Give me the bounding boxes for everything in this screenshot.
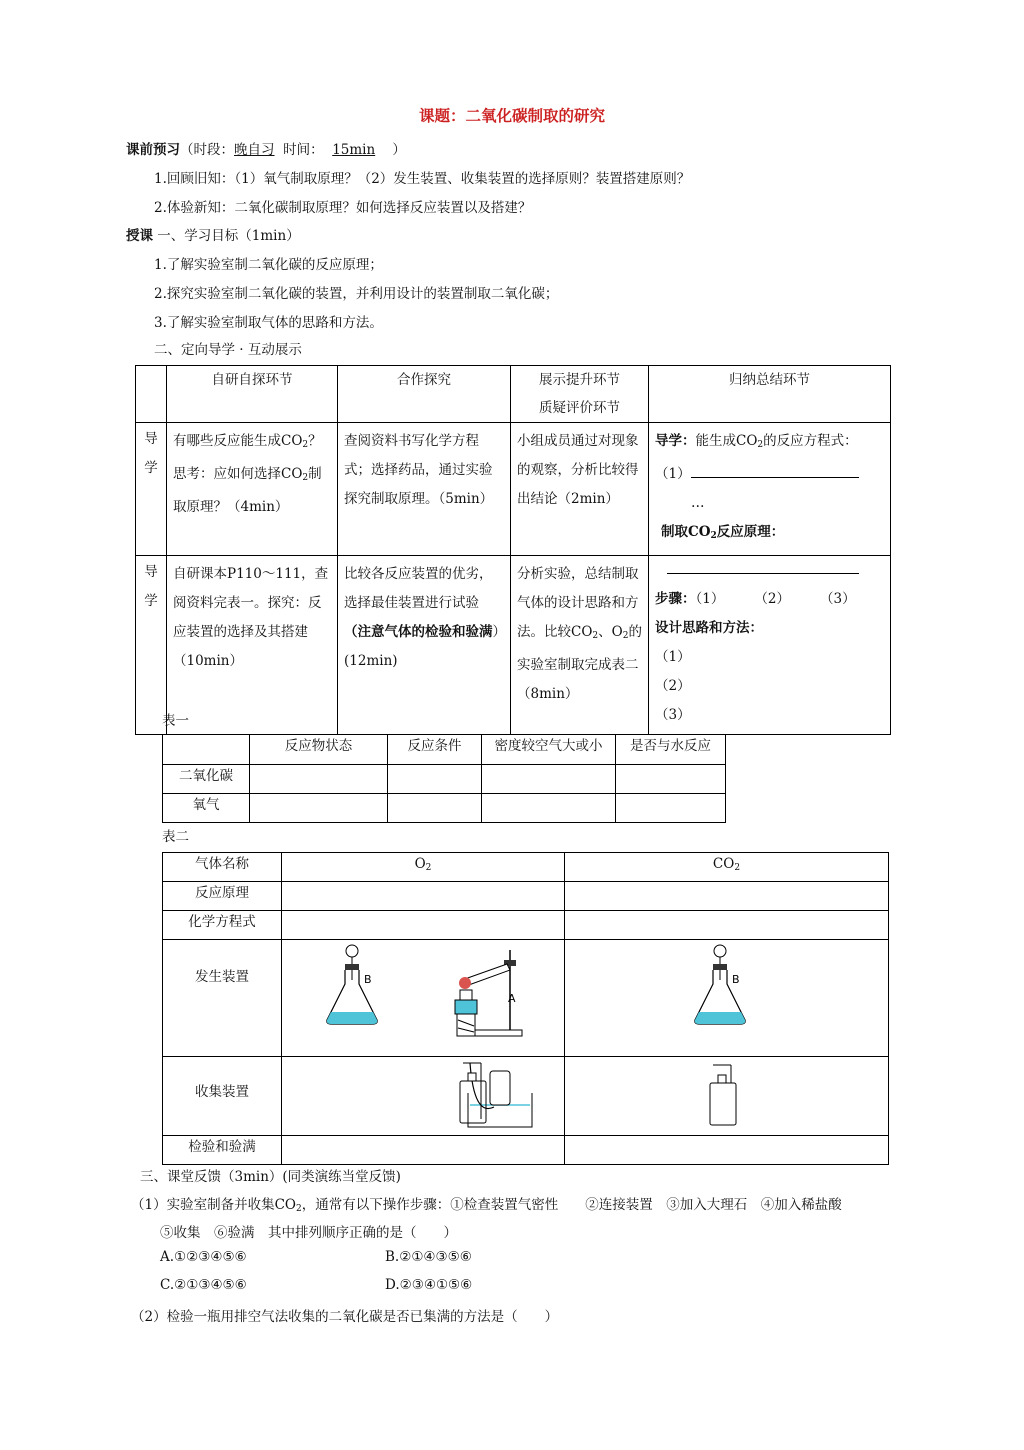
- t1-row-co2: 二氧化碳: [163, 765, 250, 794]
- preview-label: 课前预习: [126, 142, 180, 158]
- t2-col-o2: $O_2$: [282, 853, 565, 882]
- row2-summary: 步骤：（1） （2） （3） 设计思路和方法： （1） （2） （3）: [649, 556, 891, 735]
- preview-line: [126, 138, 406, 158]
- row2-self-study: 自研课本P110～111，查阅资料完表一。探究：反应装置的选择及其搭建（10min）: [167, 556, 338, 735]
- o2-generator-cell: [282, 940, 565, 1057]
- co2-collector-cell: [565, 1057, 889, 1136]
- question-1-cont: ⑤收集 ⑥验满 其中排列顺序正确的是（ ）: [160, 1225, 457, 1241]
- t2-row-equation: 化学方程式: [163, 911, 282, 940]
- option-a: A.①②③④⑤⑥: [160, 1249, 247, 1265]
- question-1: （1）实验室制备并收集$CO_2$，通常有以下操作步骤：①检查装置气密性 ②连接装置 ③加入大理石 ④加入稀盐酸: [131, 1197, 842, 1214]
- table-1: [162, 734, 726, 823]
- o2-collector-apparatus: [282, 1057, 564, 1131]
- row2-show: 分析实验，总结制取气体的设计思路和方法。比较$CO_2$、$O_2$的实验室制取完成表二（8min）: [511, 556, 649, 735]
- period-value: 晚自习: [234, 142, 275, 158]
- t1-header-density: 密度较空气大或小: [482, 735, 616, 765]
- section3-heading: 三、课堂反馈（3min）(同类演练当堂反馈): [140, 1169, 401, 1185]
- section2-heading: 二、定向导学 · 互动展示: [154, 342, 302, 358]
- row1-side: 导 学: [136, 423, 167, 556]
- t2-row-gas-name: 气体名称: [163, 853, 282, 882]
- t2-row-generator: 发生装置: [163, 940, 282, 1057]
- main-table: [135, 365, 891, 735]
- header-summary: 归纳总结环节: [649, 366, 891, 423]
- heating-apparatus-a: [455, 950, 522, 1036]
- section1-heading: 一、学习目标（1min）: [157, 228, 300, 244]
- t1-header-state: 反应物状态: [250, 735, 388, 765]
- option-b: B.②①④③⑤⑥: [385, 1249, 472, 1265]
- o2-upward-bottle: [455, 1055, 515, 1127]
- t2-row-principle: 反应原理: [163, 882, 282, 911]
- period-label: （时段：: [180, 142, 234, 158]
- t2-col-co2: $CO_2$: [565, 853, 889, 882]
- co2-generator-apparatus: [565, 940, 887, 1052]
- gas-collecting-bottle: [710, 1065, 736, 1125]
- time-label: 时间：: [283, 142, 324, 158]
- row2-coop: 比较各反应装置的优劣，选择最佳装置进行试验（注意气体的检验和验满）(12min): [338, 556, 511, 735]
- page-title: 课题：二氧化碳制取的研究: [418, 106, 605, 125]
- label-a: A: [508, 992, 516, 1005]
- corner-cell: [136, 366, 167, 423]
- label-b: B: [732, 973, 740, 986]
- period-close: ）: [392, 142, 406, 158]
- question-2: （2）检验一瓶用排空气法收集的二氧化碳是否已集满的方法是（ ）: [131, 1309, 559, 1325]
- t1-header-water: 是否与水反应: [616, 735, 726, 765]
- goal-1: 1.了解实验室制二氧化碳的反应原理；: [154, 257, 383, 273]
- header-show: 展示提升环节 质疑评价环节: [511, 366, 649, 423]
- preview-item-2: 2.体验新知：二氧化碳制取原理？如何选择反应装置以及搭建？: [154, 200, 532, 216]
- t2-row-collector: 收集装置: [163, 1057, 282, 1136]
- co2-generator-cell: [565, 940, 889, 1057]
- header-self-study: 自研自探环节: [167, 366, 338, 423]
- table1-caption: 表一: [162, 713, 189, 729]
- row2-side: 导 学: [136, 556, 167, 735]
- header-coop: 合作探究: [338, 366, 511, 423]
- time-value: 15min: [332, 142, 376, 158]
- lecture-label: 授课: [126, 228, 153, 244]
- conical-flask-b: [695, 945, 745, 1024]
- row1-show: 小组成员通过对现象的观察，分析比较得出结论（2min）: [511, 423, 649, 556]
- label-b: B: [364, 973, 372, 986]
- t2-row-test: 检验和验满: [163, 1136, 282, 1165]
- goal-2: 2.探究实验室制二氧化碳的装置，并利用设计的装置制取二氧化碳；: [154, 286, 559, 302]
- row1-self-study: 有哪些反应能生成$CO_2$？思考：应如何选择$CO_2$制取原理？（4min）: [167, 423, 338, 556]
- option-d: D.②③④①⑤⑥: [385, 1277, 473, 1293]
- row1-summary: 导学：能生成$CO_2$的反应方程式： （1） … 制取$CO_2$反应原理：: [649, 423, 891, 556]
- co2-collector-apparatus: [565, 1057, 887, 1131]
- o2-generator-apparatus: [282, 940, 564, 1052]
- table-2: [162, 852, 889, 1165]
- row1-coop: 查阅资料书写化学方程式；选择药品，通过实验探究制取原理。（5min）: [338, 423, 511, 556]
- t1-header-condition: 反应条件: [388, 735, 482, 765]
- t1-header-empty: [163, 735, 250, 765]
- goal-3: 3.了解实验室制取气体的思路和方法。: [154, 315, 383, 331]
- lecture-line: [126, 224, 300, 244]
- o2-collector-cell: [282, 1057, 565, 1136]
- preview-item-1: 1.回顾旧知：（1）氧气制取原理？（2）发生装置、收集装置的选择原则？装置搭建原则？: [154, 171, 691, 187]
- conical-flask-b: [327, 945, 377, 1024]
- t1-row-o2: 氧气: [163, 794, 250, 823]
- option-c: C.②①③④⑤⑥: [160, 1277, 247, 1293]
- table2-caption: 表二: [162, 829, 189, 845]
